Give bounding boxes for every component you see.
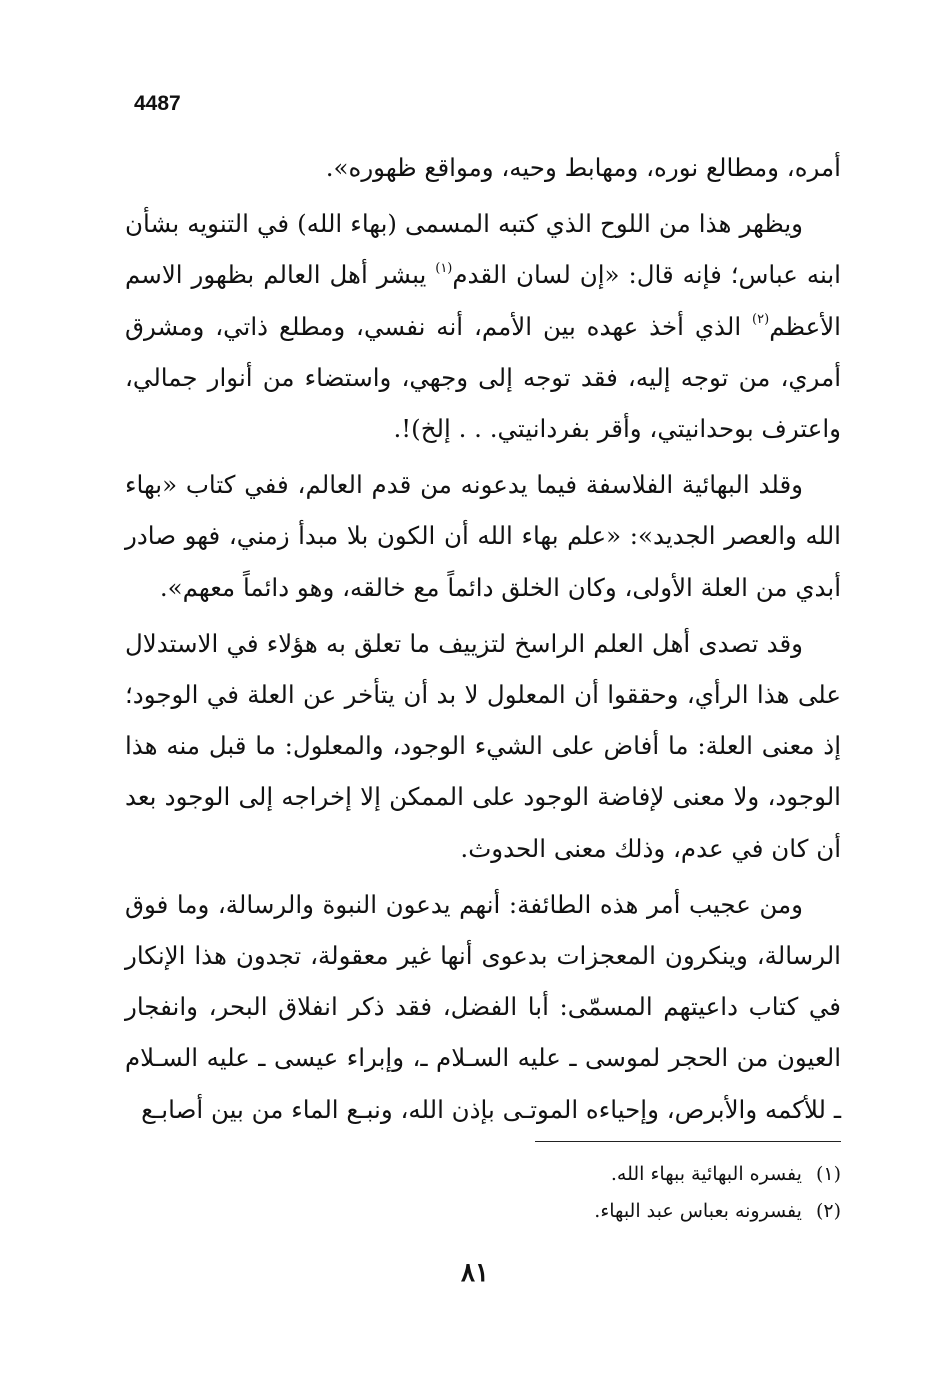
paragraph-2-part-b: يبشر أهل العالم بظهور الاسم الأعظم [125, 260, 841, 341]
paragraph-2-part-c: الذي أخذ عهده بين الأمم، أنه نفسي، ومطلع ذاتي، ومشرق أمري، من توجه إليه، فقد توجه إلى وجهي، واستضاء من أنوار جمالي، واعترف بوحدانيتي، وأقر بفردانيتي. . . إلخ)!. [125, 311, 841, 444]
footnote-2 [400, 1193, 841, 1230]
body-text [125, 142, 841, 1135]
paragraph-4: وقد تصدى أهل العلم الراسخ لتزييف ما تعلق به هؤلاء في الاستدلال على هذا الرأي، وحققوا أن المعلول لا بد أن يتأخر عن العلة في الوجود؛ إذ معنى العلة: ما أفاض على الشيء الوجود، والمعلول: ما قبل منه هذا الوجود، ولا معنى لإفاضة الوجود على الممكن إلا إخراجه إلى الوجود بعد أن كان في عدم، وذلك معنى الحدوث. [125, 628, 841, 863]
footnote-divider [535, 1141, 841, 1142]
footnote-1-text: يفسره البهائية ببهاء الله. [610, 1163, 802, 1185]
paragraph-5: ومن عجيب أمر هذه الطائفة: أنهم يدعون النبوة والرسالة، وما فوق الرسالة، وينكرون المعجزات بدعوى أنها غير معقولة، تجدون هذا الإنكار في كتاب داعيتهم المسمّى: أبا الفضل، فقد ذكر انفلاق البحر، وانفجار العيون من الحجر لموسى ـ عليه السـلام ـ، وإبراء عيسى ـ عليه السـلام ـ للأكمه والأبرص، وإحياءه الموتـى بإذن الله، ونبـع الماء من بين أصابـع [125, 889, 841, 1124]
footnotes [400, 1156, 841, 1230]
paragraph-2-part-a: ويظهر هذا من اللوح الذي كتبه المسمى (بهاء الله) في التنويه بشأن ابنه عباس؛ فإنه قال: «إن لسان القدم [125, 209, 841, 290]
paragraph-1: أمره، ومطالع نوره، ومهابط وحيه، ومواقع ظهوره». [325, 153, 841, 182]
footnote-ref-2: (٢) [752, 312, 770, 328]
page-id: 4487 [134, 92, 181, 115]
paragraph-3: وقلد البهائية الفلاسفة فيما يدعونه من قدم العالم، ففي كتاب «بهاء الله والعصر الجديد»: «علم بهاء الله أن الكون بلا مبدأ زمني، فهو صادر أبدي من العلة الأولى، وكان الخلق دائماً مع خالقه، وهو دائماً معهم». [125, 470, 841, 602]
footnote-1-number: (١) [815, 1163, 841, 1185]
paragraph-2 [125, 198, 841, 454]
footnote-2-text: يفسرونه بعباس عبد البهاء. [594, 1200, 802, 1222]
page-number: ٨١ [461, 1258, 489, 1288]
footnote-ref-1: (١) [435, 261, 453, 277]
footnote-1 [400, 1156, 841, 1193]
footnote-2-number: (٢) [815, 1200, 841, 1222]
